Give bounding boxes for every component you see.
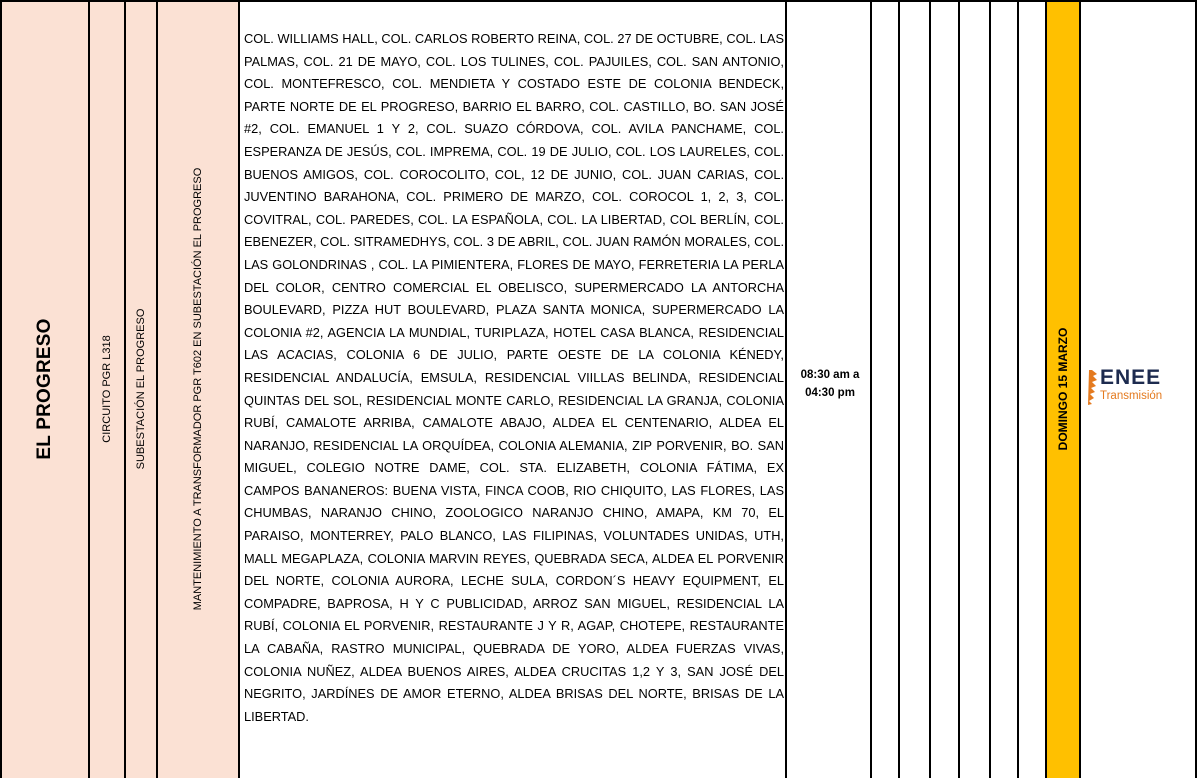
enee-logo-mark-icon	[1086, 368, 1098, 406]
substation-label: SUBESTACIÓN EL PROGRESO	[135, 308, 147, 470]
schedule-start: 08:30 am a	[800, 369, 860, 381]
region-label: EL PROGRESO	[33, 318, 55, 460]
substation-cell	[125, 0, 157, 778]
column-divider	[156, 0, 158, 778]
circuit-cell	[89, 0, 125, 778]
affected-zones-text: COL. WILLIAMS HALL, COL. CARLOS ROBERTO REINA, COL. 27 DE OCTUBRE, COL. LAS PALMAS, COL. 21 DE MAYO, COL. LOS TULINES, COL. PAJUILES, COL. SAN ANTONIO, COL. MONTEFRESCO, COL. MENDIETA Y COSTADO ESTE DE COLONIA BENDECK, PARTE NORTE DE EL PROGRESO, BARRIO EL BARRO, COL. CASTILLO, BO. SAN JOSÉ #2, COL. EMANUEL 1 Y 2, COL. SUAZO CÓRDOVA, COL. AVILA PANCHAME, COL. ESPERANZA DE JESÚS, COL. IMPREMA, COL. 19 DE JULIO, COL. LOS LAURELES, COL. BUENOS AMIGOS, COL. COROCOLITO, COL, 12 DE JUNIO, COL. JUAN CARIAS, COL. JUVENTINO BARAHONA, COL. PRIMERO DE MARZO, COL. COROCOL 1, 2, 3, COL. COVITRAL, COL. PAREDES, COL. LA ESPAÑOLA, COL. LA LIBERTAD, COL BERLÍN, COL. EBENEZER, COL. SITRAMEDHYS, COL. 3 DE ABRIL, COL. JUAN RAMÓN MORALES, COL. LAS GOLONDRINAS , COL. LA PIMIENTERA, FLORES DE MAYO, FERRETERIA LA PERLA DEL COLOR, CENTRO COMERCIAL EL OBELISCO, SUPERMERCADO LA ANTORCHA BOULEVARD, PIZZA HUT BOULEVARD, PLAZA SANTA MONICA, SUPERMERCADO LA COLONIA #2, AGENCIA LA MUNDIAL, TURIPLAZA, HOTEL CASA BLANCA, RESIDENCIAL LAS ACACIAS, COLONIA 6 DE JULIO, PARTE OESTE DE LA COLONIA KÉNEDY, RESIDENCIAL ANDALUCÍA, EMSULA, RESIDENCIAL VIILLAS BELINDA, RESIDENCIAL QUINTAS DEL SOL, RESIDENCIAL MONTE CARLO, RESIDENCIAL LA GRANJA, COLONIA RUBÍ, CAMALOTE ARRIBA, CAMALOTE ABAJO, ALDEA EL CENTENARIO, ALDEA EL NARANJO, RESIDENCIAL LA ORQUÍDEA, COLONIA ALEMANIA, ZIP PORVENIR, BO. SAN MIGUEL, COLEGIO NOTRE DAME, COL. STA. ELIZABETH, COLONIA FÁTIMA, EX CAMPOS BANANEROS: BUENA VISTA, FINCA COOB, RIO CHIQUITO, LAS FLORES, LAS CHUMBAS, NARANJO CHINO, ZOOLOGICO NARANJO CHINO, AMAPA, KM 70, EL PARAISO, MONTERREY, PALO BLANCO, LAS FILIPINAS, VOLUNTADES UNIDAS, UTH, MALL MEGAPLAZA, COLONIA MARVIN REYES, QUEBRADA SECA, ALDEA EL PORVENIR DEL NORTE, COLONIA AURORA, LECHE SULA, CORDON´S HEAVY EQUIPMENT, EL COMPADRE, BAPROSA, H Y C PUBLICIDAD, ARROZ SAN MIGUEL, RESIDENCIAL LA RUBÍ, COLONIA EL PORVENIR, RESTAURANTE J Y R, AGAP, CHOTEPE, RESTAURANTE LA CABAÑA, RASTRO MUNICIPAL, QUEBRADA DE YORO, ALDEA FUERZAS VIVAS, COLONIA NUÑEZ, ALDEA BUENOS AIRES, ALDEA CRUCITAS 1,2 Y 3, SAN JOSÉ DEL NEGRITO, JARDÍNES DE AMOR ETERNO, ALDEA BRISAS DEL NORTE, BRISAS DE LA LIBERTAD.	[244, 31, 784, 724]
schedule-time	[790, 366, 870, 402]
column-divider	[238, 0, 240, 778]
column-divider	[1017, 0, 1019, 778]
enee-logo-subtitle: Transmisión	[1100, 390, 1163, 402]
work-description-cell	[157, 0, 239, 778]
column-divider	[88, 0, 90, 778]
circuit-label: CIRCUITO PGR L318	[101, 335, 113, 443]
region-cell	[0, 0, 89, 778]
column-divider	[124, 0, 126, 778]
column-divider	[898, 0, 900, 778]
column-divider	[958, 0, 960, 778]
column-divider	[929, 0, 931, 778]
date-cell	[1047, 0, 1079, 778]
column-divider	[0, 0, 2, 778]
enee-logo	[1086, 366, 1186, 408]
column-divider	[870, 0, 872, 778]
schedule-end: 04:30 pm	[805, 387, 855, 399]
work-description-label: MANTENIMIENTO A TRANSFORMADOR PGR T602 EN SUBESTACIÓN EL PROGRESO	[192, 167, 204, 611]
column-divider	[785, 0, 787, 778]
column-divider	[1079, 0, 1081, 778]
enee-logo-text: ENEE	[1100, 366, 1162, 389]
date-label: DOMINGO 15 MARZO	[1056, 327, 1070, 451]
column-divider	[1045, 0, 1047, 778]
column-divider	[989, 0, 991, 778]
